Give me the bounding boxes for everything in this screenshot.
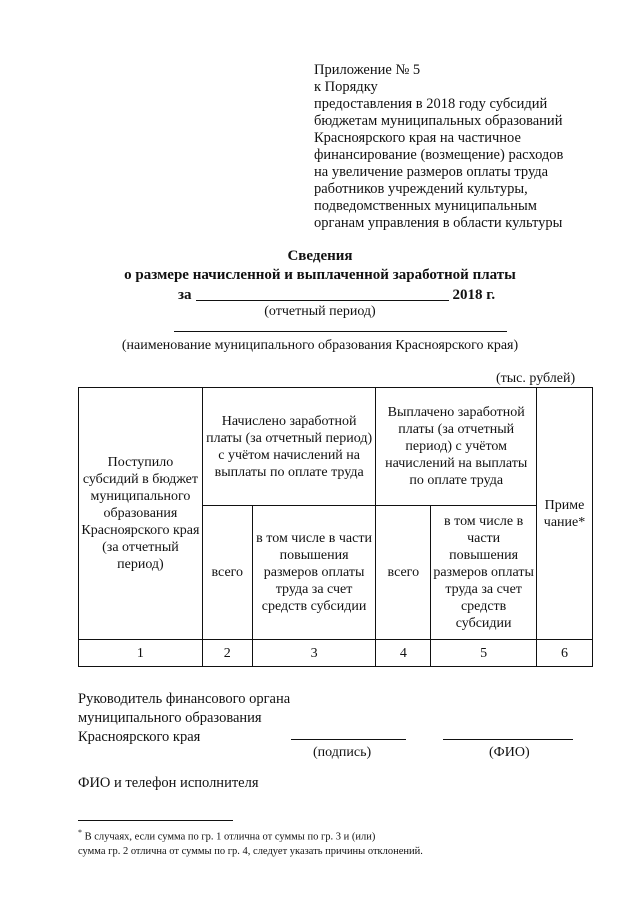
appendix-line: финансирование (возмещение) расходов bbox=[314, 147, 564, 163]
executor-contact-label: ФИО и телефон исполнителя bbox=[78, 775, 259, 791]
header-paid: Выплачено заработной платы (за отчетный период) с учётом начислений на выплаты по оплате труда bbox=[376, 388, 537, 506]
signature-caption: (подпись) bbox=[313, 745, 372, 760]
appendix-header bbox=[314, 62, 614, 232]
column-number: 1 bbox=[79, 640, 203, 667]
appendix-line: подведомственных муниципальным bbox=[314, 198, 537, 214]
appendix-line: Приложение № 5 bbox=[314, 62, 421, 78]
appendix-line: Красноярского края на частичное bbox=[314, 130, 521, 146]
footnote bbox=[78, 826, 608, 859]
period-suffix: 2018 г. bbox=[452, 287, 496, 303]
header-subsidies: Поступило субсидий в бюджет муниципального образования Красноярского края (за отчетный период) bbox=[79, 388, 203, 640]
footnote-divider bbox=[78, 820, 233, 821]
appendix-line: бюджетам муниципальных образований bbox=[314, 113, 563, 129]
name-caption: (ФИО) bbox=[489, 745, 530, 760]
appendix-line: на увеличение размеров оплаты труда bbox=[314, 164, 549, 180]
units-label: (тыс. рублей) bbox=[496, 371, 576, 386]
column-number: 2 bbox=[202, 640, 252, 667]
header-accrued-incl: в том числе в части повышения размеров оплаты труда за счет средств субсидии bbox=[252, 506, 376, 640]
column-number: 5 bbox=[431, 640, 537, 667]
footnote-line bbox=[78, 826, 608, 845]
header-accrued-total: всего bbox=[202, 506, 252, 640]
footnote-text-1: В случаях, если сумма по гр. 1 отлична от суммы по гр. 3 и (или) bbox=[84, 831, 376, 843]
document-subtitle: о размере начисленной и выплаченной заработной платы bbox=[124, 267, 516, 283]
header-accrued: Начислено заработной платы (за отчетный период) с учётом начислений на выплаты по оплате труда bbox=[202, 388, 376, 506]
signatory-line: Руководитель финансового органа bbox=[78, 691, 291, 707]
column-number: 6 bbox=[537, 640, 593, 667]
signatory-block bbox=[78, 690, 290, 747]
signatory-line: Красноярского края bbox=[78, 729, 201, 745]
footnote-marker: * bbox=[78, 828, 82, 837]
appendix-line: предоставления в 2018 году субсидий bbox=[314, 96, 548, 112]
salary-table bbox=[78, 387, 593, 667]
signature-blank-line bbox=[291, 739, 406, 740]
period-caption: (отчетный период) bbox=[264, 304, 376, 319]
document-title: Сведения bbox=[287, 248, 353, 264]
municipality-blank-line bbox=[174, 331, 507, 332]
column-number: 3 bbox=[252, 640, 376, 667]
header-note: Приме чание* bbox=[537, 388, 593, 640]
appendix-line: работников учреждений культуры, bbox=[314, 181, 528, 197]
column-number: 4 bbox=[376, 640, 431, 667]
municipality-caption: (наименование муниципального образования Красноярского края) bbox=[121, 338, 519, 353]
signatory-line: муниципального образования bbox=[78, 710, 262, 726]
period-blank bbox=[196, 286, 449, 301]
period-prefix: за bbox=[178, 287, 192, 303]
name-blank-line bbox=[443, 739, 573, 740]
footnote-text-2: сумма гр. 2 отлична от суммы по гр. 4, следует указать причины отклонений. bbox=[78, 845, 423, 857]
appendix-line: к Порядку bbox=[314, 79, 378, 95]
header-paid-total: всего bbox=[376, 506, 431, 640]
header-paid-incl: в том числе в части повышения размеров оплаты труда за счет средств субсидии bbox=[431, 506, 537, 640]
appendix-line: органам управления в области культуры bbox=[314, 215, 563, 231]
period-line bbox=[178, 286, 495, 304]
